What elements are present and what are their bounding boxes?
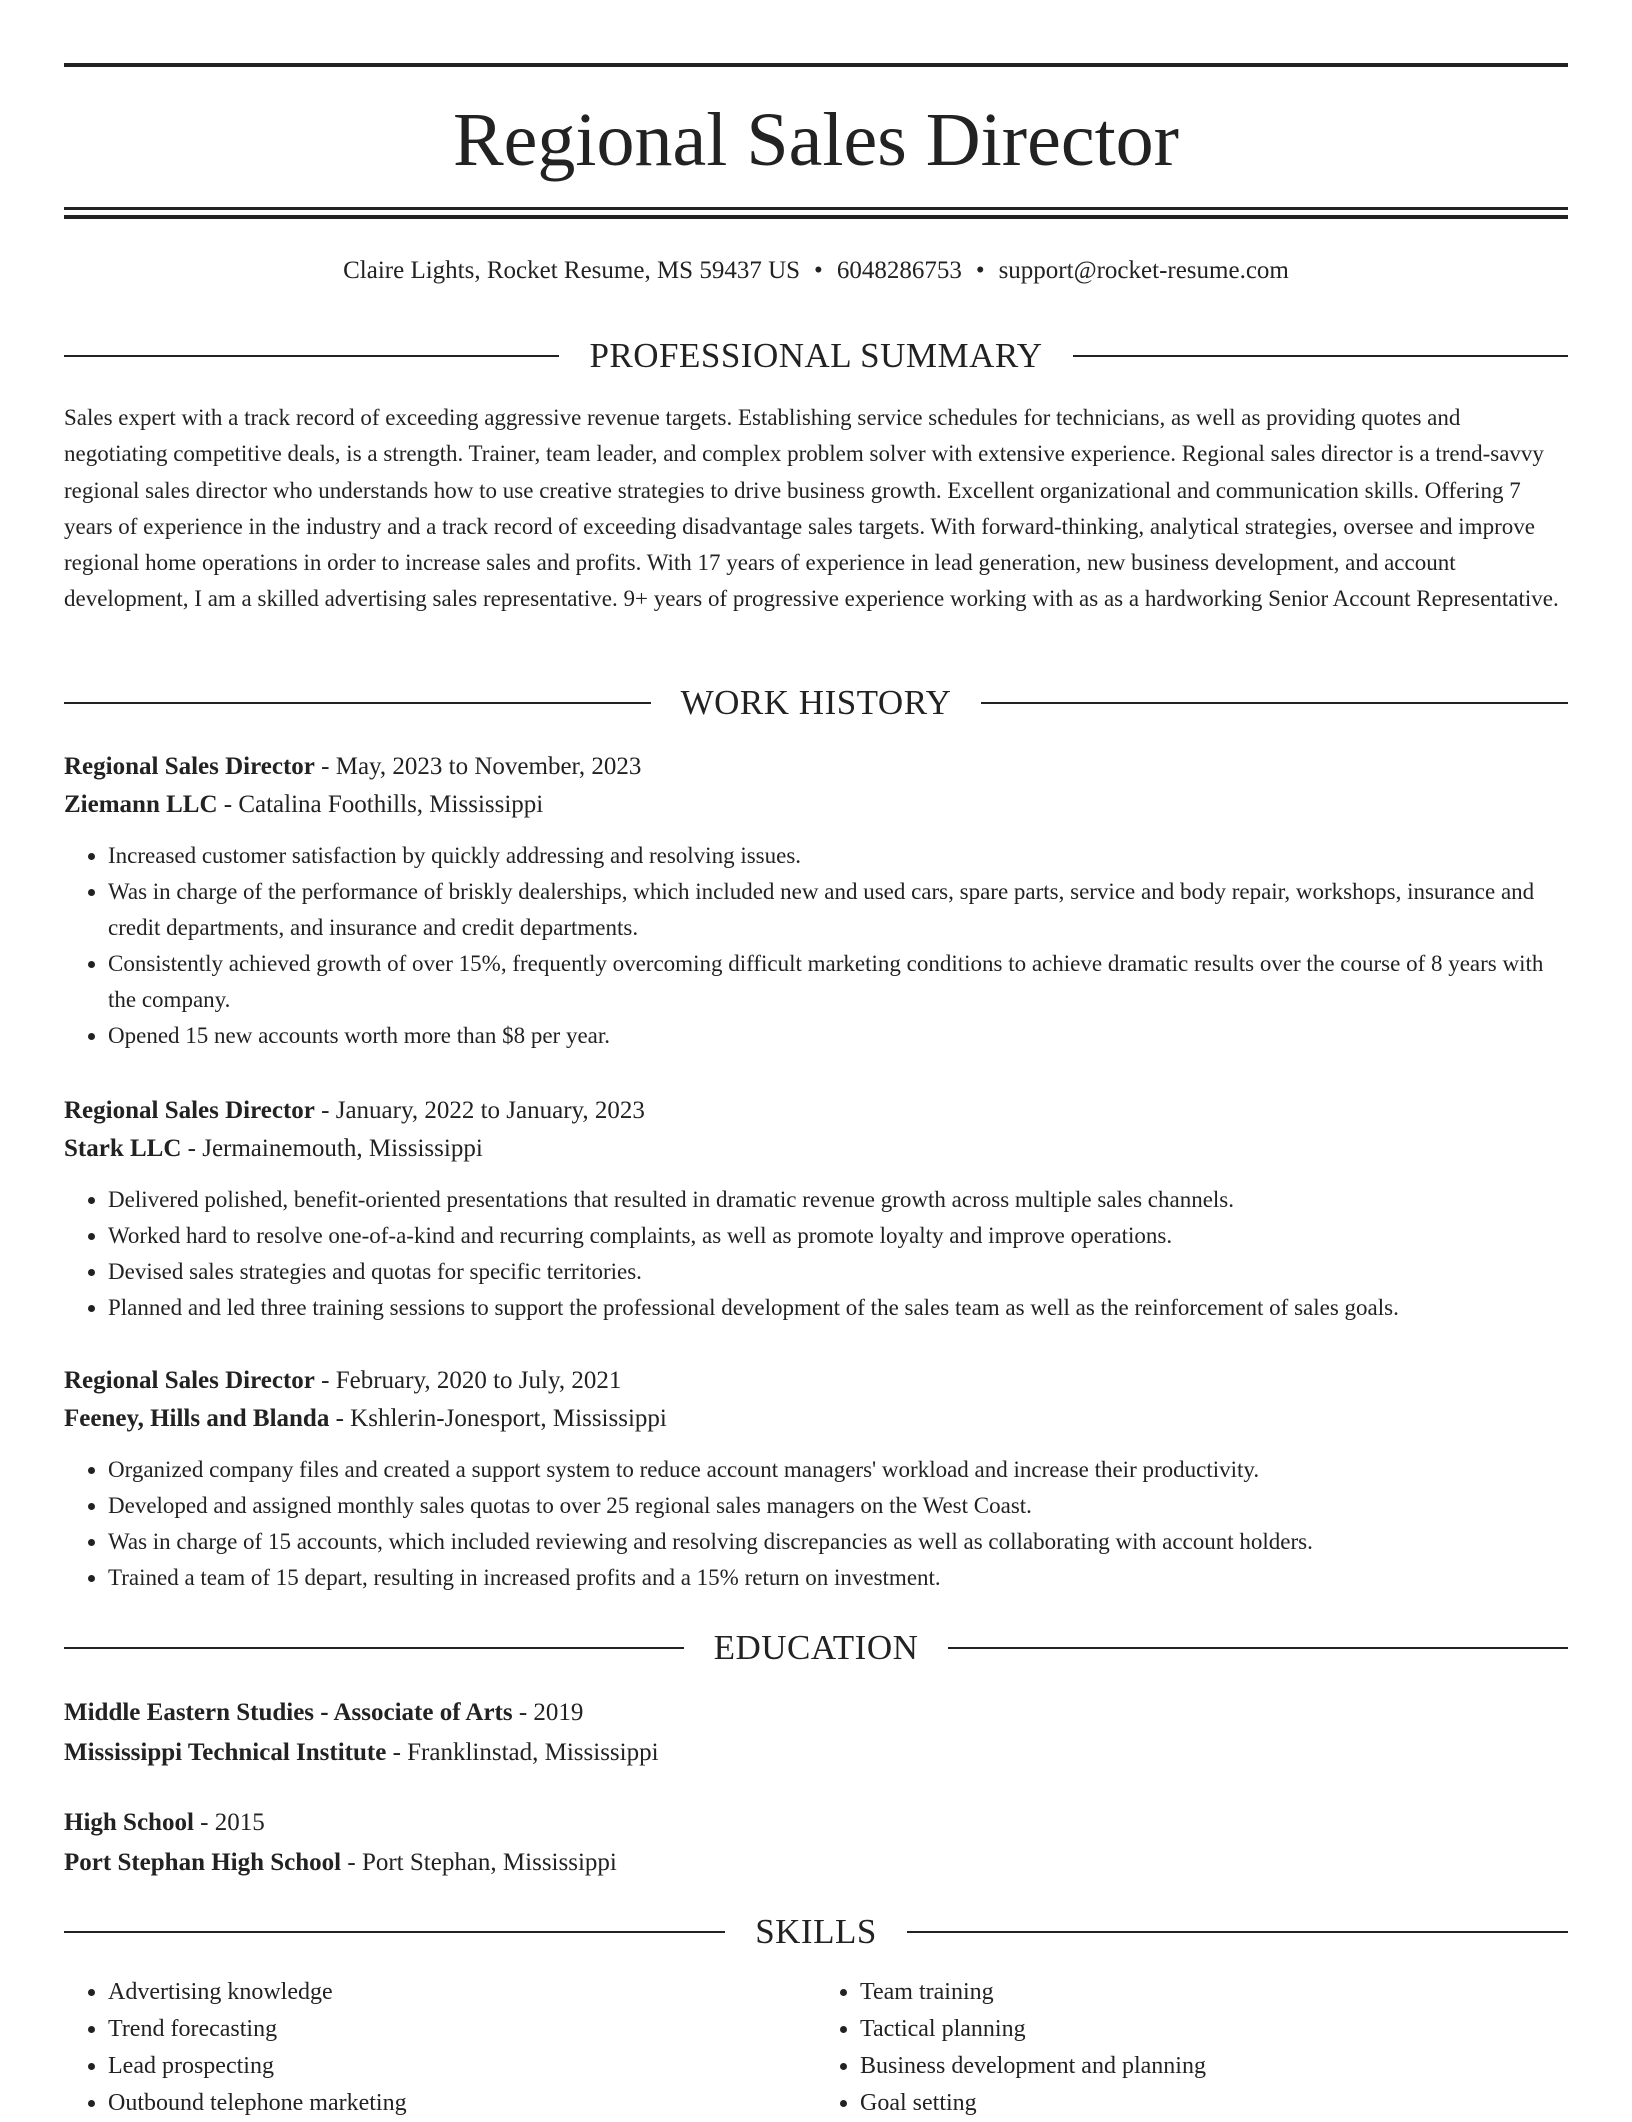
heading-rule-right <box>907 1931 1568 1933</box>
skills-section-heading <box>64 1912 1568 1952</box>
education-degree: High School <box>64 1809 194 1836</box>
job-bullets <box>64 838 1568 1054</box>
heading-rule-left <box>64 1931 725 1933</box>
summary-heading-label: PROFESSIONAL SUMMARY <box>589 336 1043 375</box>
job-dates: - February, 2020 to July, 2021 <box>314 1367 622 1394</box>
job-bullet: • Consistently achieved growth of over 15%, frequently overcoming difficult marketing conditions to achieve dramatic results over the course of 8 years with the company. <box>108 946 1568 1018</box>
work-section-heading <box>64 683 1568 723</box>
job-title: Regional Sales Director <box>64 1097 315 1124</box>
contact-email: support@rocket-resume.com <box>998 257 1289 284</box>
heading-rule-right <box>1073 355 1568 357</box>
job-dates: - May, 2023 to November, 2023 <box>314 753 642 780</box>
job-bullet: • Devised sales strategies and quotas for specific territories. <box>108 1254 1568 1290</box>
skill-item: • Lead prospecting <box>108 2048 816 2085</box>
job-company: Stark LLC <box>64 1135 182 1162</box>
job-bullet: • Increased customer satisfaction by quickly addressing and resolving issues. <box>108 838 1568 874</box>
summary-text: Sales expert with a track record of exceeding aggressive revenue targets. Establishing service schedules for technicians, as well as providing quotes and negotiating competitive deals, is a strength. Trainer, team leader, and complex problem solver with extensive experience. Regional sales director is a trend-savvy regional sales director who understands how to use creative strategies to drive business growth. Excellent organizational and communication skills. Offering 7 years of experience in the industry and a track record of exceeding disadvantage sales targets. With forward-thinking, analytical strategies, oversee and improve regional home operations in order to increase sales and profits. With 17 years of experience in lead generation, new business development, and account development, I am a skilled advertising sales representative. 9+ years of progressive experience working with as as a hardworking Senior Account Representative. <box>64 405 1559 612</box>
job-company-line <box>64 786 1568 824</box>
job-company: Feeney, Hills and Blanda <box>64 1405 330 1432</box>
job-company: Ziemann LLC <box>64 791 218 818</box>
job-entry <box>64 748 1568 1054</box>
heading-rule-left <box>64 702 651 704</box>
job-title-line <box>64 748 1568 786</box>
job-entry <box>64 1362 1568 1596</box>
heading-rule-left <box>64 355 559 357</box>
education-year: - 2015 <box>193 1809 265 1836</box>
job-location: - Kshlerin-Jonesport, Mississippi <box>329 1405 667 1432</box>
contact-phone: 6048286753 <box>836 257 962 284</box>
job-bullet: • Developed and assigned monthly sales quotas to over 25 regional sales managers on the West Coast. <box>108 1488 1568 1524</box>
job-bullet: • Planned and led three training sessions to support the professional development of the sales team as well as the reinforcement of sales goals. <box>108 1290 1568 1326</box>
heading-rule-left <box>64 1647 684 1649</box>
skill-item: • Tactical planning <box>860 2011 1568 2048</box>
education-school: Port Stephan High School <box>64 1849 342 1876</box>
education-year: - 2019 <box>512 1699 584 1726</box>
job-location: - Jermainemouth, Mississippi <box>181 1135 483 1162</box>
contact-address: Claire Lights, Rocket Resume, MS 59437 US <box>343 257 801 284</box>
contact-separator: • <box>975 257 985 284</box>
education-degree-line <box>64 1693 1568 1733</box>
skill-item: • Team training <box>860 1974 1568 2011</box>
skill-item: • Business development and planning <box>860 2048 1568 2085</box>
job-bullet: • Was in charge of 15 accounts, which included reviewing and resolving discrepancies as well as collaborating with account holders. <box>108 1524 1568 1560</box>
education-location: - Franklinstad, Mississippi <box>386 1739 659 1766</box>
summary-section-heading <box>64 336 1568 376</box>
job-bullet: • Delivered polished, benefit-oriented presentations that resulted in dramatic revenue growth across multiple sales channels. <box>108 1182 1568 1218</box>
education-entry <box>64 1693 1568 1773</box>
skill-item: • Outbound telephone marketing <box>108 2085 816 2122</box>
skills-column-right <box>816 1974 1568 2122</box>
contact-line <box>64 254 1568 288</box>
contact-separator: • <box>814 257 823 284</box>
education-school-line <box>64 1843 1568 1883</box>
job-bullet: • Was in charge of the performance of briskly dealerships, which included new and used cars, spare parts, service and body repair, workshops, insurance and credit departments, and insurance and credit departments. <box>108 874 1568 946</box>
job-title: Regional Sales Director <box>64 1367 315 1394</box>
education-heading-label: EDUCATION <box>713 1628 919 1667</box>
skills-heading-label: SKILLS <box>755 1912 877 1951</box>
job-location: - Catalina Foothills, Mississippi <box>217 791 544 818</box>
education-school: Mississippi Technical Institute <box>64 1739 387 1766</box>
job-bullet: • Worked hard to resolve one-of-a-kind and recurring complaints, as well as promote loyalty and improve operations. <box>108 1218 1568 1254</box>
job-bullet: • Organized company files and created a support system to reduce account managers' workload and increase their productivity. <box>108 1452 1568 1488</box>
job-entry <box>64 1092 1568 1326</box>
skill-item: • Trend forecasting <box>108 2011 816 2048</box>
job-bullets <box>64 1452 1568 1596</box>
skills-list <box>64 1974 1568 2122</box>
education-degree: Middle Eastern Studies - Associate of Arts <box>64 1699 513 1726</box>
job-dates: - January, 2022 to January, 2023 <box>314 1097 645 1124</box>
job-title: Regional Sales Director <box>64 753 315 780</box>
job-company-line <box>64 1400 1568 1438</box>
job-bullet: • Trained a team of 15 depart, resulting in increased profits and a 15% return on investment. <box>108 1560 1568 1596</box>
skills-column-left <box>64 1974 816 2122</box>
job-title-line <box>64 1092 1568 1130</box>
job-bullets <box>64 1182 1568 1326</box>
education-entry <box>64 1803 1568 1883</box>
job-company-line <box>64 1130 1568 1168</box>
education-section-heading <box>64 1628 1568 1668</box>
education-school-line <box>64 1733 1568 1773</box>
work-heading-label: WORK HISTORY <box>680 683 952 722</box>
skill-item: • Advertising knowledge <box>108 1974 816 2011</box>
header-double-rule-upper <box>64 207 1568 210</box>
heading-rule-right <box>981 702 1568 704</box>
heading-rule-right <box>948 1647 1568 1649</box>
resume-title: Regional Sales Director <box>452 98 1179 182</box>
job-bullet: • Opened 15 new accounts worth more than $8 per year. <box>108 1018 1568 1054</box>
header-top-rule <box>64 63 1568 67</box>
skill-item: • Goal setting <box>860 2085 1568 2122</box>
education-location: - Port Stephan, Mississippi <box>341 1849 617 1876</box>
header-double-rule-lower <box>64 215 1568 219</box>
job-title-line <box>64 1362 1568 1400</box>
education-degree-line <box>64 1803 1568 1843</box>
